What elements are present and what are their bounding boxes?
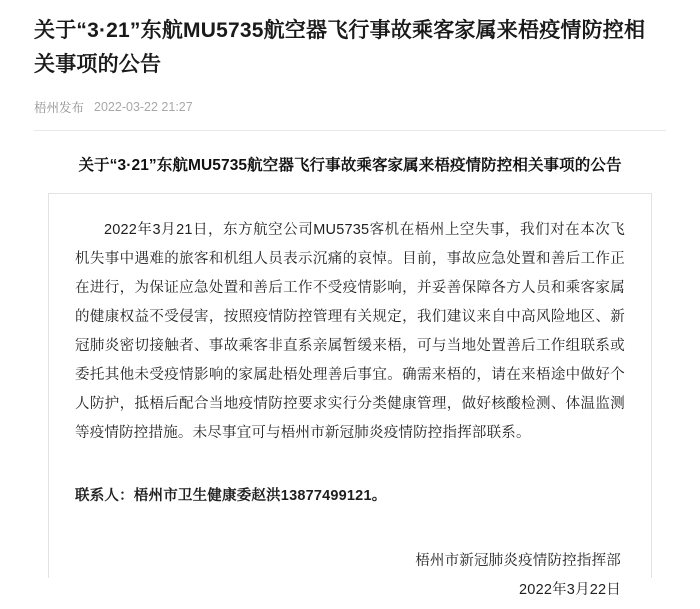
article-meta [34, 98, 666, 116]
article-body [34, 153, 666, 598]
page-title: 关于“3·21”东航MU5735航空器飞行事故乘客家属来梧疫情防控相关事项的公告 [34, 19, 646, 76]
document-title: 关于“3·21”东航MU5735航空器飞行事故乘客家属来梧疫情防控相关事项的公告 [78, 157, 622, 174]
header-divider [34, 130, 666, 131]
document-signature [75, 547, 625, 605]
article-timestamp: 2022-03-22 21:27 [94, 100, 193, 114]
signature-organization: 梧州市新冠肺炎疫情防控指挥部 [415, 553, 621, 569]
document-contact-line: 联系人：梧州市卫生健康委赵洪13877499121。 [75, 488, 387, 504]
document-content-box [48, 193, 652, 598]
signature-date: 2022年3月22日 [519, 582, 621, 598]
article-source: 梧州发布 [34, 101, 85, 115]
document-paragraph: 2022年3月21日，东方航空公司MU5735客机在梧州上空失事，我们对在本次飞机失事中遇难的旅客和机组人员表示沉痛的哀悼。目前，事故应急处置和善后工作正在进行，为保证应急处置和善后工作不受疫情影响，并妥善保障各方人员和乘客家属的健康权益不受侵害，按照疫情防控管理有关规定，我们建议来自中高风险地区、新冠肺炎密切接触者、事故乘客非直系亲属暂缓来梧，可与当地处置善后工作组联系或委托其他未受疫情影响的家属赴梧处理善后事宜。确需来梧的，请在来梧途中做好个人防护，抵梧后配合当地疫情防控要求实行分类健康管理，做好核酸检测、体温监测等疫情防控措施。未尽事宜可与梧州市新冠肺炎疫情防控指挥部联系。 [75, 222, 625, 441]
